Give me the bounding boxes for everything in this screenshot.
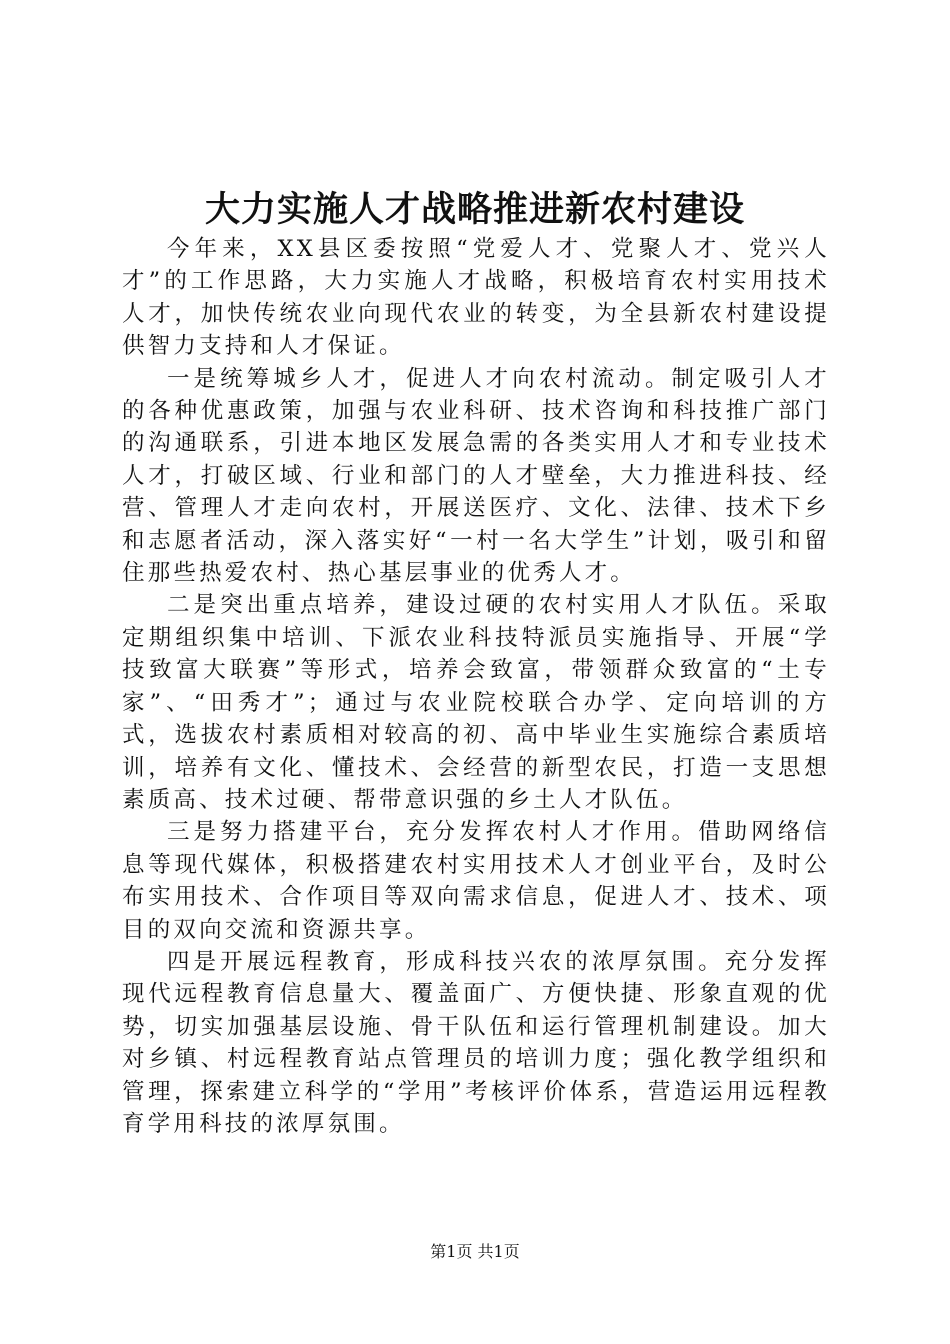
paragraph-point-two: 二是突出重点培养，建设过硬的农村实用人才队伍。采取定期组织集中培训、下派农业科技特派员实施指导、开展“学技致富大联赛”等形式，培养会致富，带领群众致富的“土专家”、“田秀才”；通过与农业院校联合办学、定向培训的方式，选拔农村素质相对较高的初、高中毕业生实施综合素质培训，培养有文化、懂技术、会经营的新型农民，打造一支思想素质高、技术过硬、帮带意识强的乡土人才队伍。 bbox=[122, 592, 830, 813]
paragraph-point-one: 一是统筹城乡人才，促进人才向农村流动。制定吸引人才的各种优惠政策，加强与农业科研、技术咨询和科技推广部门的沟通联系，引进本地区发展急需的各类实用人才和专业技术人才，打破区域、行业和部门的人才壁垒，大力推进科技、经营、管理人才走向农村，开展送医疗、文化、法律、技术下乡和志愿者活动，深入落实好“一村一名大学生”计划，吸引和留住那些热爱农村、热心基层事业的优秀人才。 bbox=[122, 365, 830, 587]
paragraph-intro: 今年来，XX县区委按照“党爱人才、党聚人才、党兴人才”的工作思路，大力实施人才战略，积极培育农村实用技术人才，加快传统农业向现代农业的转变，为全县新农村建设提供智力支持和人才保证。 bbox=[122, 236, 830, 360]
document-body bbox=[122, 233, 830, 1140]
page-footer: 第1页 共1页 bbox=[430, 1242, 520, 1261]
paragraph-point-three: 三是努力搭建平台，充分发挥农村人才作用。借助网络信息等现代媒体，积极搭建农村实用技术人才创业平台，及时公布实用技术、合作项目等双向需求信息，促进人才、技术、项目的双向交流和资源共享。 bbox=[122, 819, 830, 943]
document-title: 大力实施人才战略推进新农村建设 bbox=[204, 189, 745, 230]
paragraph-point-four: 四是开展远程教育，形成科技兴农的浓厚氛围。充分发挥现代远程教育信息量大、覆盖面广、方便快捷、形象直观的优势，切实加强基层设施、骨干队伍和运行管理机制建设。加大对乡镇、村远程教育站点管理员的培训力度；强化教学组织和管理，探索建立科学的“学用”考核评价体系，营造运用远程教育学用科技的浓厚氛围。 bbox=[122, 948, 830, 1137]
